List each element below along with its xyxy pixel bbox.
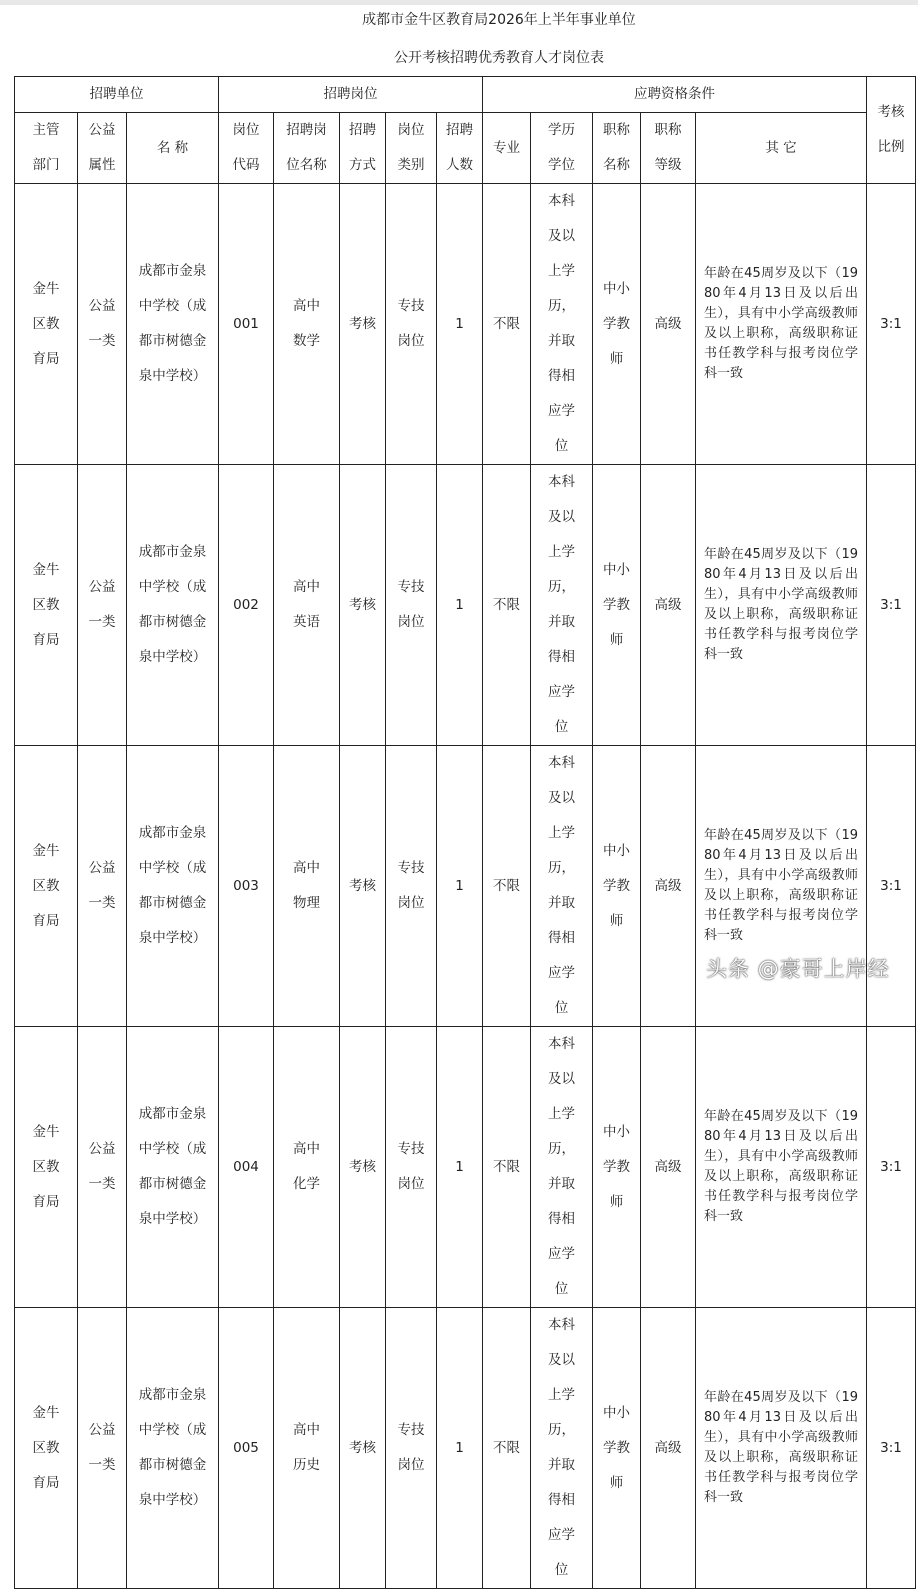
cell-method: 考核	[340, 184, 386, 465]
cell-dept: 金牛区教育局	[15, 1027, 78, 1308]
cell-nature: 公益一类	[78, 1308, 127, 1589]
cell-category: 专技岗位	[386, 465, 437, 746]
cell-code: 003	[219, 746, 274, 1027]
cell-code: 002	[219, 465, 274, 746]
cell-edu: 本科及以上学历，并取得相应学位	[531, 1308, 593, 1589]
col-header: 学历学位	[531, 113, 593, 184]
watermark: 头条 @豪哥上岸经	[706, 957, 890, 981]
header-unit: 招聘单位	[15, 77, 219, 113]
cell-level: 高级	[641, 184, 696, 465]
table-row	[15, 1027, 916, 1308]
col-header: 职称等级	[641, 113, 696, 184]
header-post: 招聘岗位	[219, 77, 483, 113]
col-header: 招聘人数	[437, 113, 483, 184]
cell-code: 005	[219, 1308, 274, 1589]
cell-major: 不限	[483, 1027, 531, 1308]
col-header: 专业	[483, 113, 531, 184]
cell-count: 1	[437, 465, 483, 746]
cell-nature: 公益一类	[78, 746, 127, 1027]
cell-code: 001	[219, 184, 274, 465]
cell-level: 高级	[641, 746, 696, 1027]
cell-nature: 公益一类	[78, 1027, 127, 1308]
cell-count: 1	[437, 184, 483, 465]
cell-other-text: 年龄在45周岁及以下（1980年4月13日及以后出生），具有中小学高级教师及以上职称，高级职称证书任教学科与报考岗位学科一致	[704, 266, 858, 381]
cell-title: 中小学教师	[593, 465, 641, 746]
header-requirements: 应聘资格条件	[483, 77, 867, 113]
cell-other	[696, 746, 867, 1027]
cell-level: 高级	[641, 465, 696, 746]
doc-title-line1: 成都市金牛区教育局2026年上半年事业单位	[362, 12, 636, 28]
cell-major: 不限	[483, 746, 531, 1027]
cell-name: 成都市金泉中学校（成都市树德金泉中学校）	[127, 746, 219, 1027]
cell-other	[696, 465, 867, 746]
cell-name: 成都市金泉中学校（成都市树德金泉中学校）	[127, 184, 219, 465]
cell-category: 专技岗位	[386, 1308, 437, 1589]
col-header: 名 称	[127, 113, 219, 184]
cell-method: 考核	[340, 746, 386, 1027]
cell-count: 1	[437, 1027, 483, 1308]
col-header: 招聘方式	[340, 113, 386, 184]
col-header: 岗位类别	[386, 113, 437, 184]
header-ratio: 考核比例	[867, 77, 916, 184]
table-row	[15, 465, 916, 746]
cell-other-text: 年龄在45周岁及以下（1980年4月13日及以后出生），具有中小学高级教师及以上职称，高级职称证书任教学科与报考岗位学科一致	[704, 1390, 858, 1505]
cell-dept: 金牛区教育局	[15, 1308, 78, 1589]
header-group-row	[15, 77, 916, 113]
table-row	[15, 746, 916, 1027]
cell-level: 高级	[641, 1027, 696, 1308]
cell-other-text: 年龄在45周岁及以下（1980年4月13日及以后出生），具有中小学高级教师及以上职称，高级职称证书任教学科与报考岗位学科一致	[704, 828, 858, 943]
cell-dept: 金牛区教育局	[15, 184, 78, 465]
cell-category: 专技岗位	[386, 746, 437, 1027]
cell-title: 中小学教师	[593, 746, 641, 1027]
cell-major: 不限	[483, 1308, 531, 1589]
cell-ratio: 3:1	[867, 746, 916, 1027]
cell-title: 中小学教师	[593, 1027, 641, 1308]
cell-ratio: 3:1	[867, 1308, 916, 1589]
cell-edu: 本科及以上学历，并取得相应学位	[531, 1027, 593, 1308]
cell-category: 专技岗位	[386, 1027, 437, 1308]
cell-nature: 公益一类	[78, 184, 127, 465]
col-header: 公益属性	[78, 113, 127, 184]
col-header: 主管部门	[15, 113, 78, 184]
cell-post: 高中化学	[274, 1027, 340, 1308]
cell-edu: 本科及以上学历，并取得相应学位	[531, 746, 593, 1027]
col-header: 其 它	[696, 113, 867, 184]
cell-ratio: 3:1	[867, 184, 916, 465]
cell-dept: 金牛区教育局	[15, 465, 78, 746]
cell-method: 考核	[340, 1027, 386, 1308]
cell-title: 中小学教师	[593, 184, 641, 465]
cell-ratio: 3:1	[867, 465, 916, 746]
cell-post: 高中数学	[274, 184, 340, 465]
cell-name: 成都市金泉中学校（成都市树德金泉中学校）	[127, 1027, 219, 1308]
cell-title: 中小学教师	[593, 1308, 641, 1589]
cell-other	[696, 184, 867, 465]
col-header: 招聘岗位名称	[274, 113, 340, 184]
cell-post: 高中物理	[274, 746, 340, 1027]
cell-nature: 公益一类	[78, 465, 127, 746]
cell-category: 专技岗位	[386, 184, 437, 465]
cell-dept: 金牛区教育局	[15, 746, 78, 1027]
table-row	[15, 1308, 916, 1589]
cell-name: 成都市金泉中学校（成都市树德金泉中学校）	[127, 1308, 219, 1589]
cell-level: 高级	[641, 1308, 696, 1589]
cell-count: 1	[437, 746, 483, 1027]
doc-title-line2: 公开考核招聘优秀教育人才岗位表	[394, 50, 604, 66]
positions-table	[14, 76, 916, 1589]
cell-other	[696, 1027, 867, 1308]
cell-name: 成都市金泉中学校（成都市树德金泉中学校）	[127, 465, 219, 746]
cell-major: 不限	[483, 465, 531, 746]
cell-ratio: 3:1	[867, 1027, 916, 1308]
cell-other	[696, 1308, 867, 1589]
table-row	[15, 184, 916, 465]
cell-method: 考核	[340, 465, 386, 746]
cell-other-text: 年龄在45周岁及以下（1980年4月13日及以后出生），具有中小学高级教师及以上职称，高级职称证书任教学科与报考岗位学科一致	[704, 547, 858, 662]
cell-method: 考核	[340, 1308, 386, 1589]
cell-code: 004	[219, 1027, 274, 1308]
cell-count: 1	[437, 1308, 483, 1589]
cell-edu: 本科及以上学历，并取得相应学位	[531, 184, 593, 465]
cell-major: 不限	[483, 184, 531, 465]
cell-post: 高中历史	[274, 1308, 340, 1589]
top-bar	[0, 0, 918, 5]
col-header: 岗位代码	[219, 113, 274, 184]
cell-other-text: 年龄在45周岁及以下（1980年4月13日及以后出生），具有中小学高级教师及以上职称，高级职称证书任教学科与报考岗位学科一致	[704, 1109, 858, 1224]
cell-edu: 本科及以上学历，并取得相应学位	[531, 465, 593, 746]
header-column-row	[15, 113, 916, 184]
col-header: 职称名称	[593, 113, 641, 184]
cell-post: 高中英语	[274, 465, 340, 746]
